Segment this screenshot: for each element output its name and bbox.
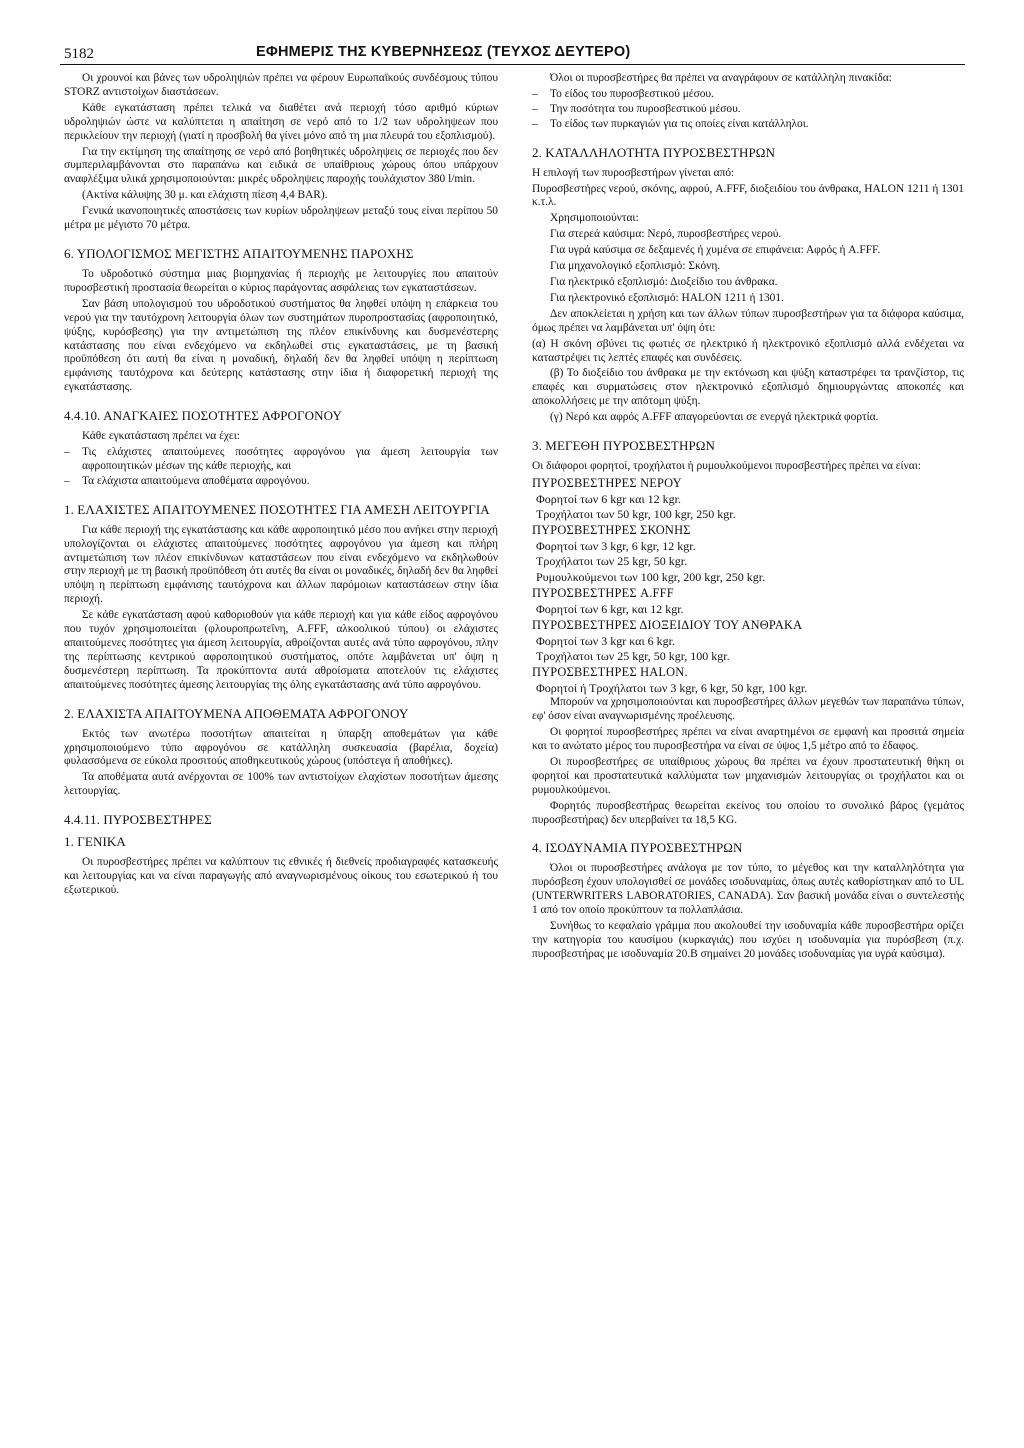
- page-number: 5182: [64, 46, 94, 62]
- paragraph: Για υγρά καύσιμα σε δεξαμενές ή χυμένα σε επιφάνεια: Αφρός ή A.FFF.: [550, 244, 881, 257]
- paragraph: Οι φορητοί πυροσβεστήρες πρέπει να είναι αναρτημένοι σε εμφανή και προσιτά σημεία και το ανώτατο μέρος του πυροσβεστήρα να είναι σε ύψος 1,5 μέτρο από το έδαφος.: [532, 726, 964, 753]
- paragraph: Οι πυροσβεστήρες πρέπει να καλύπτουν τις εθνικές ή διεθνείς προδιαγραφές κατασκευής και λειτουργίας και να είναι παραγωγής από αναγνωρισμένους οίκους του εσωτερικού ή του εξωτερικού.: [64, 856, 498, 896]
- paragraph: Για ηλεκτρονικό εξοπλισμό: HALON 1211 ή 1301.: [550, 291, 784, 304]
- extinguisher-size-line: Τροχήλατοι των 50 kgr, 100 kgr, 250 kgr.: [536, 507, 736, 522]
- paragraph: (β) Το διοξείδιο του άνθρακα με την εκτόνωση και ψύξη καταστρέφει τα τρανζίστορ, τις επαφές και συρματώσεις στον ηλεκτρονικό εξοπλισμό δημιουργώντας αποκοπές και αποκολλήσεις με την απότομη ψύξη.: [532, 367, 964, 408]
- paragraph: (γ) Νερό και αφρός A.FFF απαγορεύονται σε ενεργά ηλεκτρικά φορτία.: [550, 411, 879, 424]
- section-heading: 4.4.10. ΑΝΑΓΚΑΙΕΣ ΠΟΣΟΤΗΤΕΣ ΑΦΡΟΓΟΝΟΥ: [64, 408, 342, 424]
- extinguisher-size-line: Φορητοί των 6 kgr και 12 kgr.: [536, 491, 682, 506]
- paragraph: Δεν αποκλείεται η χρήση και των άλλων τύπων πυροσβεστήρων για τα διάφορα καύσιμα, όμως πρέπει να λαμβάνεται υπ' όψη ότι:: [532, 307, 964, 334]
- running-title: ΕΦΗΜΕΡΙΣ ΤΗΣ ΚΥΒΕΡΝΗΣΕΩΣ (ΤΕΥΧΟΣ ΔΕΥΤΕΡΟ): [256, 44, 631, 60]
- paragraph: Φορητός πυροσβεστήρας θεωρείται εκείνος του οποίου το συνολικό βάρος (γεμάτος πυροσβεστήρας) δεν υπερβαίνει τα 18,5 KG.: [532, 799, 964, 826]
- paragraph: Για μηχανολογικό εξοπλισμό: Σκόνη.: [550, 260, 721, 273]
- section-heading: 4.4.11. ΠΥΡΟΣΒΕΣΤΗΡΕΣ: [64, 812, 212, 828]
- paragraph: Όλοι οι πυροσβεστήρες ανάλογα με τον τύπο, το μέγεθος και την καταλληλότητα για πυρόσβεση έχουν υπολογισθεί σε μονάδες ισοδυναμίας, όπως αυτές καθορίστηκαν από το UL (UNTERWRITERS LABORATORIES, CANADA). Σαν βασική μονάδα είναι ο συντελεστής 1 από τον οποίο προκύπτουν τα πολλαπλάσια.: [532, 862, 964, 917]
- dash-list-item: [532, 118, 964, 132]
- list-item-text: Τις ελάχιστες απαιτούμενες ποσότητες αφρογόνου για άμεση λειτουργία των αφροποιητικών μέσων της κάθε περιοχής, και: [82, 446, 498, 472]
- extinguisher-size-line: Φορητοί ή Τροχήλατοι των 3 kgr, 6 kgr, 50 kgr, 100 kgr.: [536, 681, 808, 696]
- list-item-text: Το είδος του πυροσβεστικού μέσου.: [550, 87, 714, 100]
- list-item-text: Την ποσότητα του πυροσβεστικού μέσου.: [550, 102, 741, 115]
- paragraph: Συνήθως το κεφαλαίο γράμμα που ακολουθεί την ισοδυναμία κάθε πυροσβεστήρα ορίζει την κατηγορία του καυσίμου (κυρκαγιάς) που ισχύει η ισοδυναμία για πυρόσβεση (π.χ. πυροσβεστήρας με ισοδυναμία 20.B σημαίνει 20 μονάδες ισοδυναμίας για υγρά καύσιμα).: [532, 920, 964, 960]
- section-heading: 2. ΚΑΤΑΛΛΗΛΟΤΗΤΑ ΠΥΡΟΣΒΕΣΤΗΡΩΝ: [532, 144, 776, 160]
- paragraph: Γενικά ικανοποιητικές αποστάσεις των κυρίων υδροληψεων μεταξύ τους είναι περίπου 50 μέτρα με μέγιστο 70 μέτρα.: [64, 205, 498, 232]
- extinguisher-size-line: Τροχήλατοι των 25 kgr, 50 kgr.: [536, 554, 688, 569]
- paragraph: Κάθε εγκατάσταση πρέπει τελικά να διαθέτει ανά περιοχή τόσο αριθμό κύριων υδροληψιών ώστε να καλύπτεται η απαίτηση σε νερό από το 1/2 των υδροληψεων που περικλείουν την περιοχή (γιατί η προσβολή θα γίνει μόνο από τη μια πλευρά του εξοπλισμού).: [64, 101, 498, 142]
- paragraph: Πυροσβεστήρες νερού, σκόνης, αφρού, A.FFF, διοξειδίου του άνθρακα, HALON 1211 ή 1301 κ.τ.λ.: [532, 182, 964, 209]
- page-header: [60, 28, 965, 65]
- extinguisher-size-line: Φορητοί των 6 kgr, και 12 kgr.: [536, 601, 684, 616]
- dash-list-item: [532, 88, 964, 102]
- extinguisher-type-heading: ΠΥΡΟΣΒΕΣΤΗΡΕΣ A.FFF: [532, 585, 674, 600]
- extinguisher-type-heading: ΠΥΡΟΣΒΕΣΤΗΡΕΣ ΝΕΡΟΥ: [532, 475, 682, 490]
- paragraph: Για την εκτίμηση της απαίτησης σε νερό από βοηθητικές υδροληψεις σε περιοχές που δεν συμπεριλαμβάνονται στο παραπάνω και ειδικά σε υπαίθριους χώρους όπου υπάρχουν αναφλέξιμα υλικά χρησιμοποιούνται: μικρές υδροληψεις παροχής τουλάχιστον 380 l/min.: [64, 145, 498, 186]
- extinguisher-type-heading: ΠΥΡΟΣΒΕΣΤΗΡΕΣ ΣΚΟΝΗΣ: [532, 523, 691, 538]
- dash-list-item: [532, 103, 964, 117]
- paragraph: Το υδροδοτικό σύστημα μιας βιομηχανίας ή περιοχής με λειτουργίες που απαιτούν πυροσβεστική προστασία θεωρείται ο κύριος παράγοντας ασφάλειας των εγκαταστάσεων.: [64, 267, 498, 294]
- paragraph: Οι χρουνοί και βάνες των υδροληψιών πρέπει να φέρουν Ευρωπαϊκούς συνδέσμους τύπου STORZ αντιστοίχων διαστάσεων.: [64, 72, 498, 98]
- dash-marker: –: [64, 446, 70, 459]
- extinguisher-type-heading: ΠΥΡΟΣΒΕΣΤΗΡΕΣ HALON.: [532, 665, 688, 680]
- paragraph: Χρησιμοποιούνται:: [550, 212, 639, 225]
- paragraph: Μπορούν να χρησιμοποιούνται και πυροσβεστήρες άλλων μεγεθών των παραπάνω τύπων, εφ' όσον είναι αναγνωρισμένης προέλευσης.: [532, 696, 964, 723]
- paragraph: Για κάθε περιοχή της εγκατάστασης και κάθε αφροποιητικό μέσο που ανήκει στην περιοχή υπολογίζονται οι ελάχιστες απαιτούμενες ποσότητες αφρογόνου για άμεση και πλήρη αντιμετώπιση των πλέον επικίνδυνων καταστάσεων που είναι ενδεχόμενο να εκδηλωθούν στην περιοχή με τη βασική προϋπόθεση ότι αυτές θα είναι οι μοναδικές, δηλαδή δεν θα ληφθεί υπόψη η περίπτωση εμφάνισης ταυτόχρονα και άλλων παρόμοιων καταστάσεων στην ίδια περιοχή.: [64, 523, 498, 606]
- extinguisher-size-line: Ρυμουλκούμενοι των 100 kgr, 200 kgr, 250 kgr.: [536, 569, 766, 584]
- list-item-text: Τα ελάχιστα απαιτούμενα αποθέματα αφρογόνου.: [82, 474, 310, 487]
- section-heading: 6. ΥΠΟΛΟΓΙΣΜΟΣ ΜΕΓΙΣΤΗΣ ΑΠΑΙΤΟΥΜΕΝΗΣ ΠΑΡΟΧΗΣ: [64, 245, 414, 261]
- paragraph: Σαν βάση υπολογισμού του υδροδοτικού συστήματος θα ληφθεί υπόψη η επάρκεια του νερού για την ταυτόχρονη λειτουργία όλων των συστημάτων πυροπροστασίας (αφροποιητικό, ψύξης, κυρόσβεσης) για την αντιμετώπιση της πλέον επικίνδυνης και δυσμενέστερης κατάστασης που είναι ενδεχόμενο να εκδηλωθεί στις εγκαταστάσεις, με τη βασική προϋπόθεση ότι αυτή θα είναι η μοναδική, δηλαδή δεν θα ληφθεί υπόψη η περίπτωση εμφάνισης ταυτόχρονα και δεύτερης κατάστασης στην ίδια ή διαφορετική περιοχή της εγκατάστασης.: [64, 297, 498, 394]
- dash-marker: –: [532, 117, 538, 130]
- left-column: [64, 72, 498, 900]
- dash-list-item: [64, 446, 498, 474]
- paragraph: Οι διάφοροι φορητοί, τροχήλατοι ή ρυμουλκούμενοι πυροσβεστήρες πρέπει να είναι:: [532, 460, 921, 473]
- dash-marker: –: [64, 474, 70, 487]
- dash-marker: –: [532, 102, 538, 115]
- paragraph: Σε κάθε εγκατάσταση αφού καθοριοθούν για κάθε περιοχή και για κάθε είδος αφρογόνου που τυχόν χρησιμοποιείται (φλουροπρωτεΐνη, A.FFF, αλκοολικού τύπου) οι ελάχιστες απαιτούμενες ποσότητες για άμεση λειτουργία, αθροίζονται αυτές ανά τύπο αφρογόνου, πλην της περίπτωσης κεντρικού αφροποιητικού συστήματος, οπότε λαμβάνεται υπ' όψη η δυσμενέστερη περίπτωση. Τα προκύπτοντα αυτά αθροίσματα αποτελούν τις ελάχιστες απαιτούμενες ποσότητες άμεσης λειτουργίας της όλης εγκατάστασης ανά τύπο αφρογόνου.: [64, 609, 498, 691]
- paragraph: Για στερεά καύσιμα: Νερό, πυροσβεστήρες νερού.: [550, 228, 782, 241]
- section-heading: 1. ΓΕΝΙΚΑ: [64, 834, 126, 850]
- section-heading: 1. ΕΛΑΧΙΣΤΕΣ ΑΠΑΙΤΟΥΜΕΝΕΣ ΠΟΣΟΤΗΤΕΣ ΓΙΑ ΑΜΕΣΗ ΛΕΙΤΟΥΡΓΙΑ: [64, 501, 490, 517]
- section-heading: 4. ΙΣΟΔΥΝΑΜΙΑ ΠΥΡΟΣΒΕΣΤΗΡΩΝ: [532, 840, 743, 856]
- right-column: [532, 72, 964, 964]
- section-heading: 2. ΕΛΑΧΙΣΤΑ ΑΠΑΙΤΟΥΜΕΝΑ ΑΠΟΘΕΜΑΤΑ ΑΦΡΟΓΟΝΟΥ: [64, 705, 409, 721]
- extinguisher-type-heading: ΠΥΡΟΣΒΕΣΤΗΡΕΣ ΔΙΟΞΕΙΔΙΟΥ ΤΟΥ ΑΝΘΡΑΚΑ: [532, 617, 803, 632]
- dash-list-item: [64, 475, 498, 489]
- extinguisher-size-line: Τροχήλατοι των 25 kgr, 50 kgr, 100 kgr.: [536, 648, 730, 663]
- paragraph: Εκτός των ανωτέρω ποσοτήτων απαιτείται η ύπαρξη αποθεμάτων για κάθε χρησιμοποιούμενο τύπο αφρογόνου σε κατάλληλη συσκευασία (βαρέλια, δοχεία) φυλασσόμενα σε εύκολα προσιτούς αποθηκευτικούς χώρους (υπόστεγα ή αποθήκες).: [64, 727, 498, 768]
- paragraph: Η επιλογή των πυροσβεστήρων γίνεται από:: [532, 166, 735, 179]
- extinguisher-size-line: Φορητοί των 3 kgr και 6 kgr.: [536, 633, 676, 648]
- paragraph: Όλοι οι πυροσβεστήρες θα πρέπει να αναγράφουν σε κατάλληλη πινακίδα:: [550, 72, 892, 84]
- paragraph: Οι πυροσβεστήρες σε υπαίθριους χώρους θα πρέπει να έχουν προστατευτική θήκη οι φορητοί και προστατευτικά καλλύματα των μηχανισμών λειτουργίας οι τροχήλατοι και οι ρυμουλκούμενοι.: [532, 755, 964, 796]
- paragraph: Τα αποθέματα αυτά ανέρχονται σε 100% των αντιστοίχων ελαχίστων ποσοτήτων άμεσης λειτουργίας.: [64, 771, 498, 798]
- section-heading: 3. ΜΕΓΕΘΗ ΠΥΡΟΣΒΕΣΤΗΡΩΝ: [532, 438, 716, 454]
- list-item-text: Το είδος των πυρκαγιών για τις οποίες είναι κατάλληλοι.: [550, 117, 809, 130]
- paragraph: (α) Η σκόνη σβύνει τις φωτιές σε ηλεκτρικό ή ηλεκτρονικό εξοπλισμό αλλά ενδέχεται να καταστρέψει τις λεπτές επαφές και συνδέσεις.: [532, 337, 964, 364]
- paragraph: (Ακτίνα κάλυψης 30 μ. και ελάχιστη πίεση 4,4 BAR).: [82, 189, 328, 202]
- dash-marker: –: [532, 87, 538, 100]
- paragraph: Κάθε εγκατάσταση πρέπει να έχει:: [82, 430, 240, 443]
- paragraph: Για ηλεκτρικό εξοπλισμό: Διοξείδιο του άνθρακα.: [550, 275, 778, 288]
- extinguisher-size-line: Φορητοί των 3 kgr, 6 kgr, 12 kgr.: [536, 539, 696, 554]
